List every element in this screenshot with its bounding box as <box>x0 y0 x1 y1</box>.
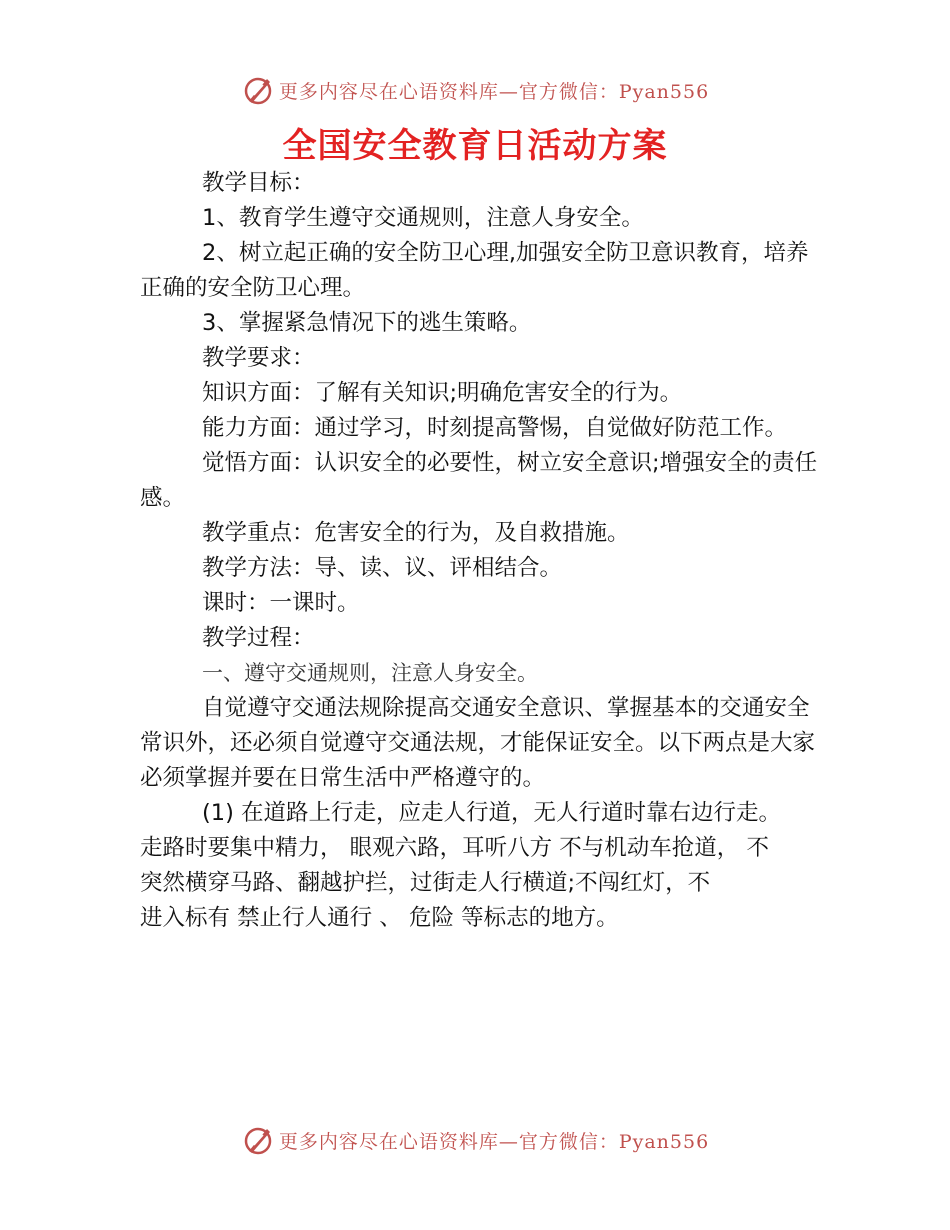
paragraph-key-points: 教学重点：危害安全的行为，及自救措施。 <box>202 520 630 546</box>
quill-pen-icon <box>241 73 275 107</box>
section-heading-traffic: 一、遵守交通规则，注意人身安全。 <box>202 661 538 685</box>
paragraph-goal-1: 1、教育学生遵守交通规则，注意人身安全。 <box>202 205 644 231</box>
paragraph-goal-2: 2、树立起正确的安全防卫心理,加强安全防卫意识教育，培养正确的安全防卫心理。 <box>140 240 809 301</box>
walking-rules-line: 走路时要集中精力， 眼观六路，耳听八方 不与机动车抢道， 不 <box>140 835 769 861</box>
paragraph-walking-rules <box>140 796 830 936</box>
header-banner-text: 更多内容尽在心语资料库—官方微信：Pyan556 <box>278 80 710 103</box>
paragraph-methods: 教学方法：导、读、议、评相结合。 <box>202 555 563 581</box>
paragraph-teaching-goals-heading: 教学目标： <box>202 170 315 196</box>
footer-banner <box>0 1120 950 1160</box>
walking-rules-line: 突然横穿马路、翻越护拦，过街走人行横道;不闯红灯，不 <box>140 870 711 896</box>
paragraph-requirements-heading: 教学要求： <box>202 345 315 371</box>
paragraph-ability: 能力方面：通过学习，时刻提高警惕，自觉做好防范工作。 <box>202 415 788 441</box>
quill-pen-icon <box>241 1123 275 1157</box>
paragraph-traffic-intro: 自觉遵守交通法规除提高交通安全意识、掌握基本的交通安全常识外，还必须自觉遵守交通法规，才能保证安全。以下两点是大家必须掌握并要在日常生活中严格遵守的。 <box>140 695 816 791</box>
paragraph-class-hours: 课时：一课时。 <box>202 590 360 616</box>
header-banner <box>0 70 950 110</box>
paragraph-knowledge: 知识方面：了解有关知识;明确危害安全的行为。 <box>202 380 683 406</box>
paragraph-process-heading: 教学过程： <box>202 625 315 651</box>
walking-rules-line: 进入标有 禁止行人通行 、 危险 等标志的地方。 <box>140 905 619 931</box>
document-body <box>140 166 830 936</box>
document-title: 全国安全教育日活动方案 <box>282 126 668 166</box>
footer-banner-text: 更多内容尽在心语资料库—官方微信：Pyan556 <box>278 1130 710 1153</box>
walking-rules-line: (1) 在道路上行走，应走人行道，无人行道时靠右边行走。 <box>202 800 782 826</box>
paragraph-awareness: 觉悟方面：认识安全的必要性，树立安全意识;增强安全的责任感。 <box>140 450 818 511</box>
paragraph-goal-3: 3、掌握紧急情况下的逃生策略。 <box>202 310 532 336</box>
